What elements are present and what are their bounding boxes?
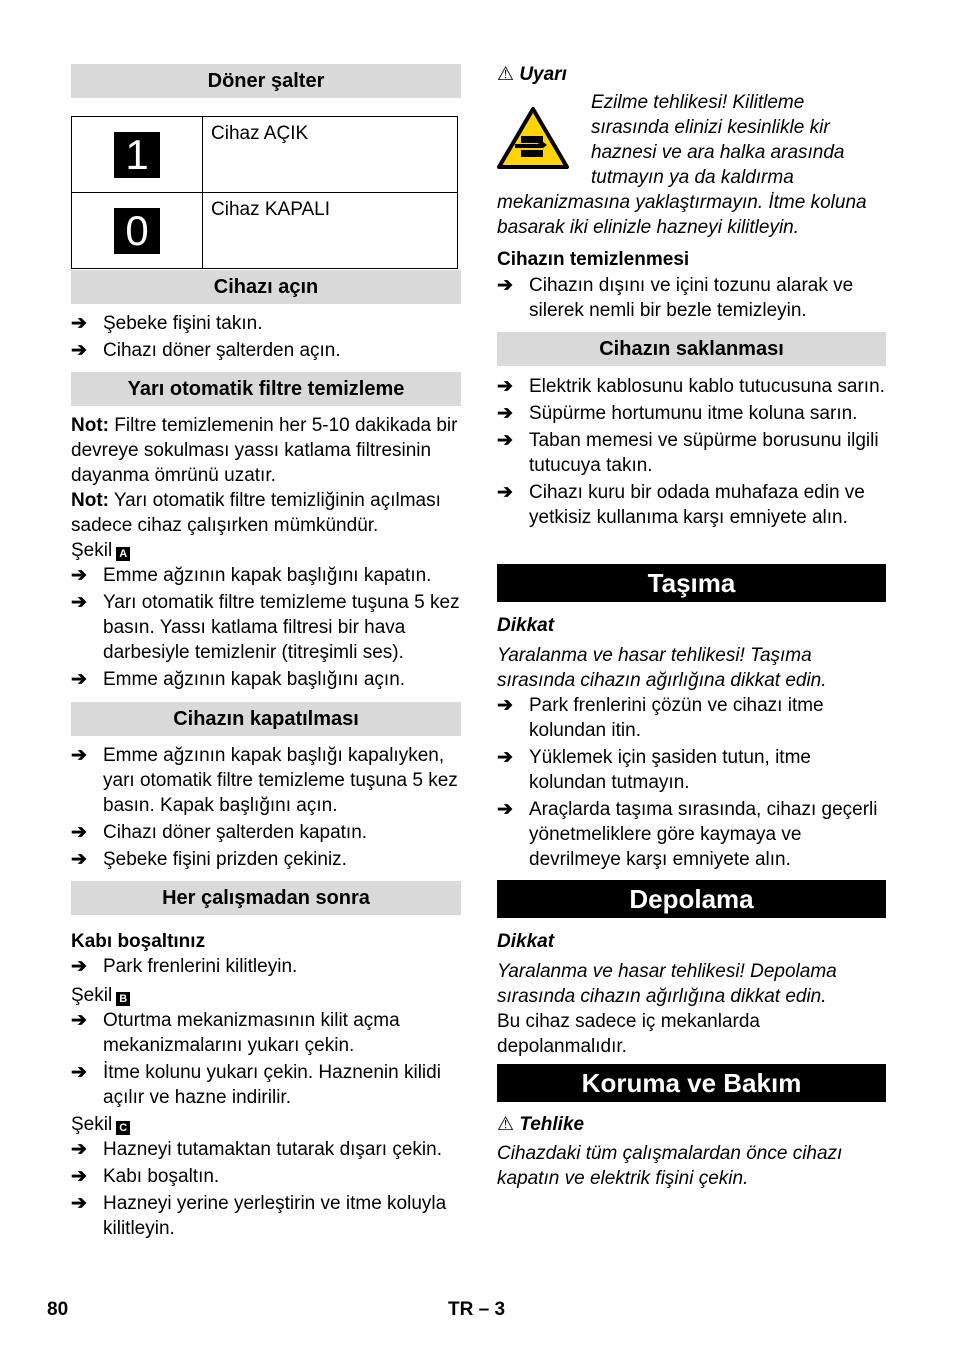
arrow-right-icon: ➔ — [71, 669, 87, 690]
arrow-right-icon: ➔ — [71, 849, 87, 870]
storage-text: Bu cihaz sadece iç mekanlarda depolanmalıdır. — [497, 1011, 760, 1057]
arrow-right-icon: ➔ — [497, 482, 513, 503]
arrow-right-icon: ➔ — [71, 1139, 87, 1160]
subheading-kabi-bosaltiniz: Kabı boşaltınız — [71, 931, 206, 952]
yari-otomatik-body — [71, 413, 461, 692]
note-paragraph: Not: Filtre temizlemenin her 5-10 dakikada bir devreye sokulması yassı katlama filtresinin dayanma ömrünü uzatır. — [71, 415, 458, 486]
list-item: ➔ Cihazı kuru bir odada muhafaza edin ve yetkisiz kullanıma karşı emniyete alın. — [497, 482, 865, 528]
list-item: ➔ İtme kolunu yukarı çekin. Haznenin kilidi açılır ve hazne indirilir. — [71, 1062, 441, 1108]
arrow-right-icon: ➔ — [71, 313, 87, 334]
danger-header — [497, 1112, 886, 1137]
list-item: ➔ Taban memesi ve süpürme borusunu ilgili tutucuya takın. — [497, 430, 879, 476]
list-item: ➔ Emme ağzının kapak başlığını açın. — [71, 669, 406, 690]
koruma-body — [497, 1112, 886, 1191]
switch-off-icon: 0 — [114, 208, 160, 254]
list-item: ➔ Yarı otomatik filtre temizleme tuşuna 5 kez basın. Yassı katlama filtresi bir hava darbesiyle temizlenir (titreşimli ses). — [71, 592, 460, 663]
list-item: ➔ Cihazın dışını ve içini tozunu alarak ve silerek nemli bir bezle temizleyin. — [497, 275, 854, 321]
arrow-right-icon: ➔ — [497, 376, 513, 397]
figure-reference: Şekil A — [71, 538, 461, 563]
warning-header — [497, 62, 886, 87]
list-item: ➔ Park frenlerini kilitleyin. — [71, 956, 298, 977]
chapter-heading-koruma-bakim: Koruma ve Bakım — [497, 1064, 886, 1102]
saklanmasi-list — [497, 374, 886, 530]
page-number: 80 — [47, 1299, 69, 1320]
arrow-right-icon: ➔ — [71, 1062, 87, 1083]
warning-triangle-icon: ⚠ — [497, 1114, 515, 1135]
caution-label: Dikkat — [497, 931, 555, 952]
list-item: ➔ Süpürme hortumunu itme koluna sarın. — [497, 403, 858, 424]
section-heading-her-calismadan: Her çalışmadan sonra — [71, 881, 461, 915]
figure-letter-badge: B — [116, 992, 130, 1006]
cihazi-acin-list — [71, 311, 461, 363]
section-heading-cihazi-acin: Cihazı açın — [71, 270, 461, 304]
warning-triangle-icon: ⚠ — [497, 64, 515, 85]
list-item: ➔ Araçlarda taşıma sırasında, cihazı geçerli yönetmeliklere göre kaymaya ve devrilmeye karşı emniyete alın. — [497, 799, 878, 870]
list-item: ➔ Elektrik kablosunu kablo tutucusuna sarın. — [497, 376, 885, 397]
list-item: ➔ Oturtma mekanizmasının kilit açma mekanizmalarını yukarı çekin. — [71, 1010, 400, 1056]
section-heading-doner-salter: Döner şalter — [71, 64, 461, 98]
tasima-body — [497, 613, 886, 872]
arrow-right-icon: ➔ — [71, 745, 87, 766]
subheading-temizlenmesi: Cihazın temizlenmesi — [497, 249, 690, 270]
list-item: ➔ Hazneyi yerine yerleştirin ve itme koluyla kilitleyin. — [71, 1193, 447, 1239]
caution-text: Yaralanma ve hasar tehlikesi! Taşıma sırasında cihazın ağırlığına dikkat edin. — [497, 645, 827, 691]
her-calismadan-body — [71, 929, 461, 1241]
arrow-right-icon: ➔ — [71, 1010, 87, 1031]
list-item: ➔ Yüklemek için şasiden tutun, itme kolundan tutmayın. — [497, 747, 811, 793]
warning-label: Uyarı — [519, 64, 567, 85]
figure-reference: Şekil B — [71, 983, 461, 1008]
arrow-right-icon: ➔ — [497, 747, 513, 768]
caution-label: Dikkat — [497, 615, 555, 636]
list-item: ➔ Cihazı döner şalterden açın. — [71, 340, 341, 361]
list-item: ➔ Kabı boşaltın. — [71, 1166, 220, 1187]
arrow-right-icon: ➔ — [497, 403, 513, 424]
arrow-right-icon: ➔ — [71, 1166, 87, 1187]
figure-letter-badge: A — [116, 547, 130, 561]
table-row — [72, 117, 458, 193]
kapatilmasi-list — [71, 743, 461, 872]
chapter-heading-tasima: Taşıma — [497, 564, 886, 602]
figure-letter-badge: C — [116, 1121, 130, 1135]
list-item: ➔ Emme ağzının kapak başlığı kapalıyken, yarı otomatik filtre temizleme tuşuna 5 kez basın. Kapak başlığını açın. — [71, 745, 458, 816]
list-item: ➔ Park frenlerini çözün ve cihazı itme kolundan itin. — [497, 695, 824, 741]
depolama-body — [497, 929, 886, 1059]
arrow-right-icon: ➔ — [497, 275, 513, 296]
danger-label: Tehlike — [519, 1114, 585, 1135]
temizlenmesi-list — [497, 273, 886, 323]
switch-on-label: Cihaz AÇIK — [203, 117, 458, 193]
caution-text: Yaralanma ve hasar tehlikesi! Depolama sırasında cihazın ağırlığına dikkat edin. — [497, 961, 837, 1007]
list-item: ➔ Hazneyi tutamaktan tutarak dışarı çekin. — [71, 1139, 442, 1160]
arrow-right-icon: ➔ — [497, 799, 513, 820]
arrow-right-icon: ➔ — [71, 592, 87, 613]
section-heading-saklanmasi: Cihazın saklanması — [497, 332, 886, 366]
warning-text: Ezilme tehlikesi! Kilitleme sırasında elinizi kesinlikle kir haznesi ve ara halka arasında tutmayın ya da kaldırma mekanizmasına yaklaştırmayın. İtme koluna basarak iki elinizle hazneyi kilitleyin. — [497, 92, 867, 238]
section-heading-kapatilmasi: Cihazın kapatılması — [71, 702, 461, 736]
arrow-right-icon: ➔ — [71, 956, 87, 977]
chapter-heading-depolama: Depolama — [497, 880, 886, 918]
arrow-right-icon: ➔ — [497, 430, 513, 451]
switch-off-label: Cihaz KAPALI — [203, 193, 458, 269]
section-heading-yari-otomatik: Yarı otomatik filtre temizleme — [71, 372, 461, 406]
arrow-right-icon: ➔ — [71, 565, 87, 586]
arrow-right-icon: ➔ — [71, 1193, 87, 1214]
arrow-right-icon: ➔ — [497, 695, 513, 716]
danger-text: Cihazdaki tüm çalışmalardan önce cihazı kapatın ve elektrik fişini çekin. — [497, 1143, 843, 1189]
switch-on-icon: 1 — [114, 132, 160, 178]
language-page-label: TR – 3 — [448, 1299, 506, 1320]
list-item: ➔ Şebeke fişini prizden çekiniz. — [71, 849, 347, 870]
table-row — [72, 193, 458, 269]
arrow-right-icon: ➔ — [71, 340, 87, 361]
list-item: ➔ Şebeke fişini takın. — [71, 313, 263, 334]
switch-table — [71, 116, 458, 269]
note-paragraph: Not: Yarı otomatik filtre temizliğinin açılması sadece cihaz çalışırken mümkündür. — [71, 490, 441, 536]
list-item: ➔ Cihazı döner şalterden kapatın. — [71, 822, 368, 843]
arrow-right-icon: ➔ — [71, 822, 87, 843]
figure-reference: Şekil C — [71, 1112, 461, 1137]
list-item: ➔ Emme ağzının kapak başlığını kapatın. — [71, 565, 432, 586]
